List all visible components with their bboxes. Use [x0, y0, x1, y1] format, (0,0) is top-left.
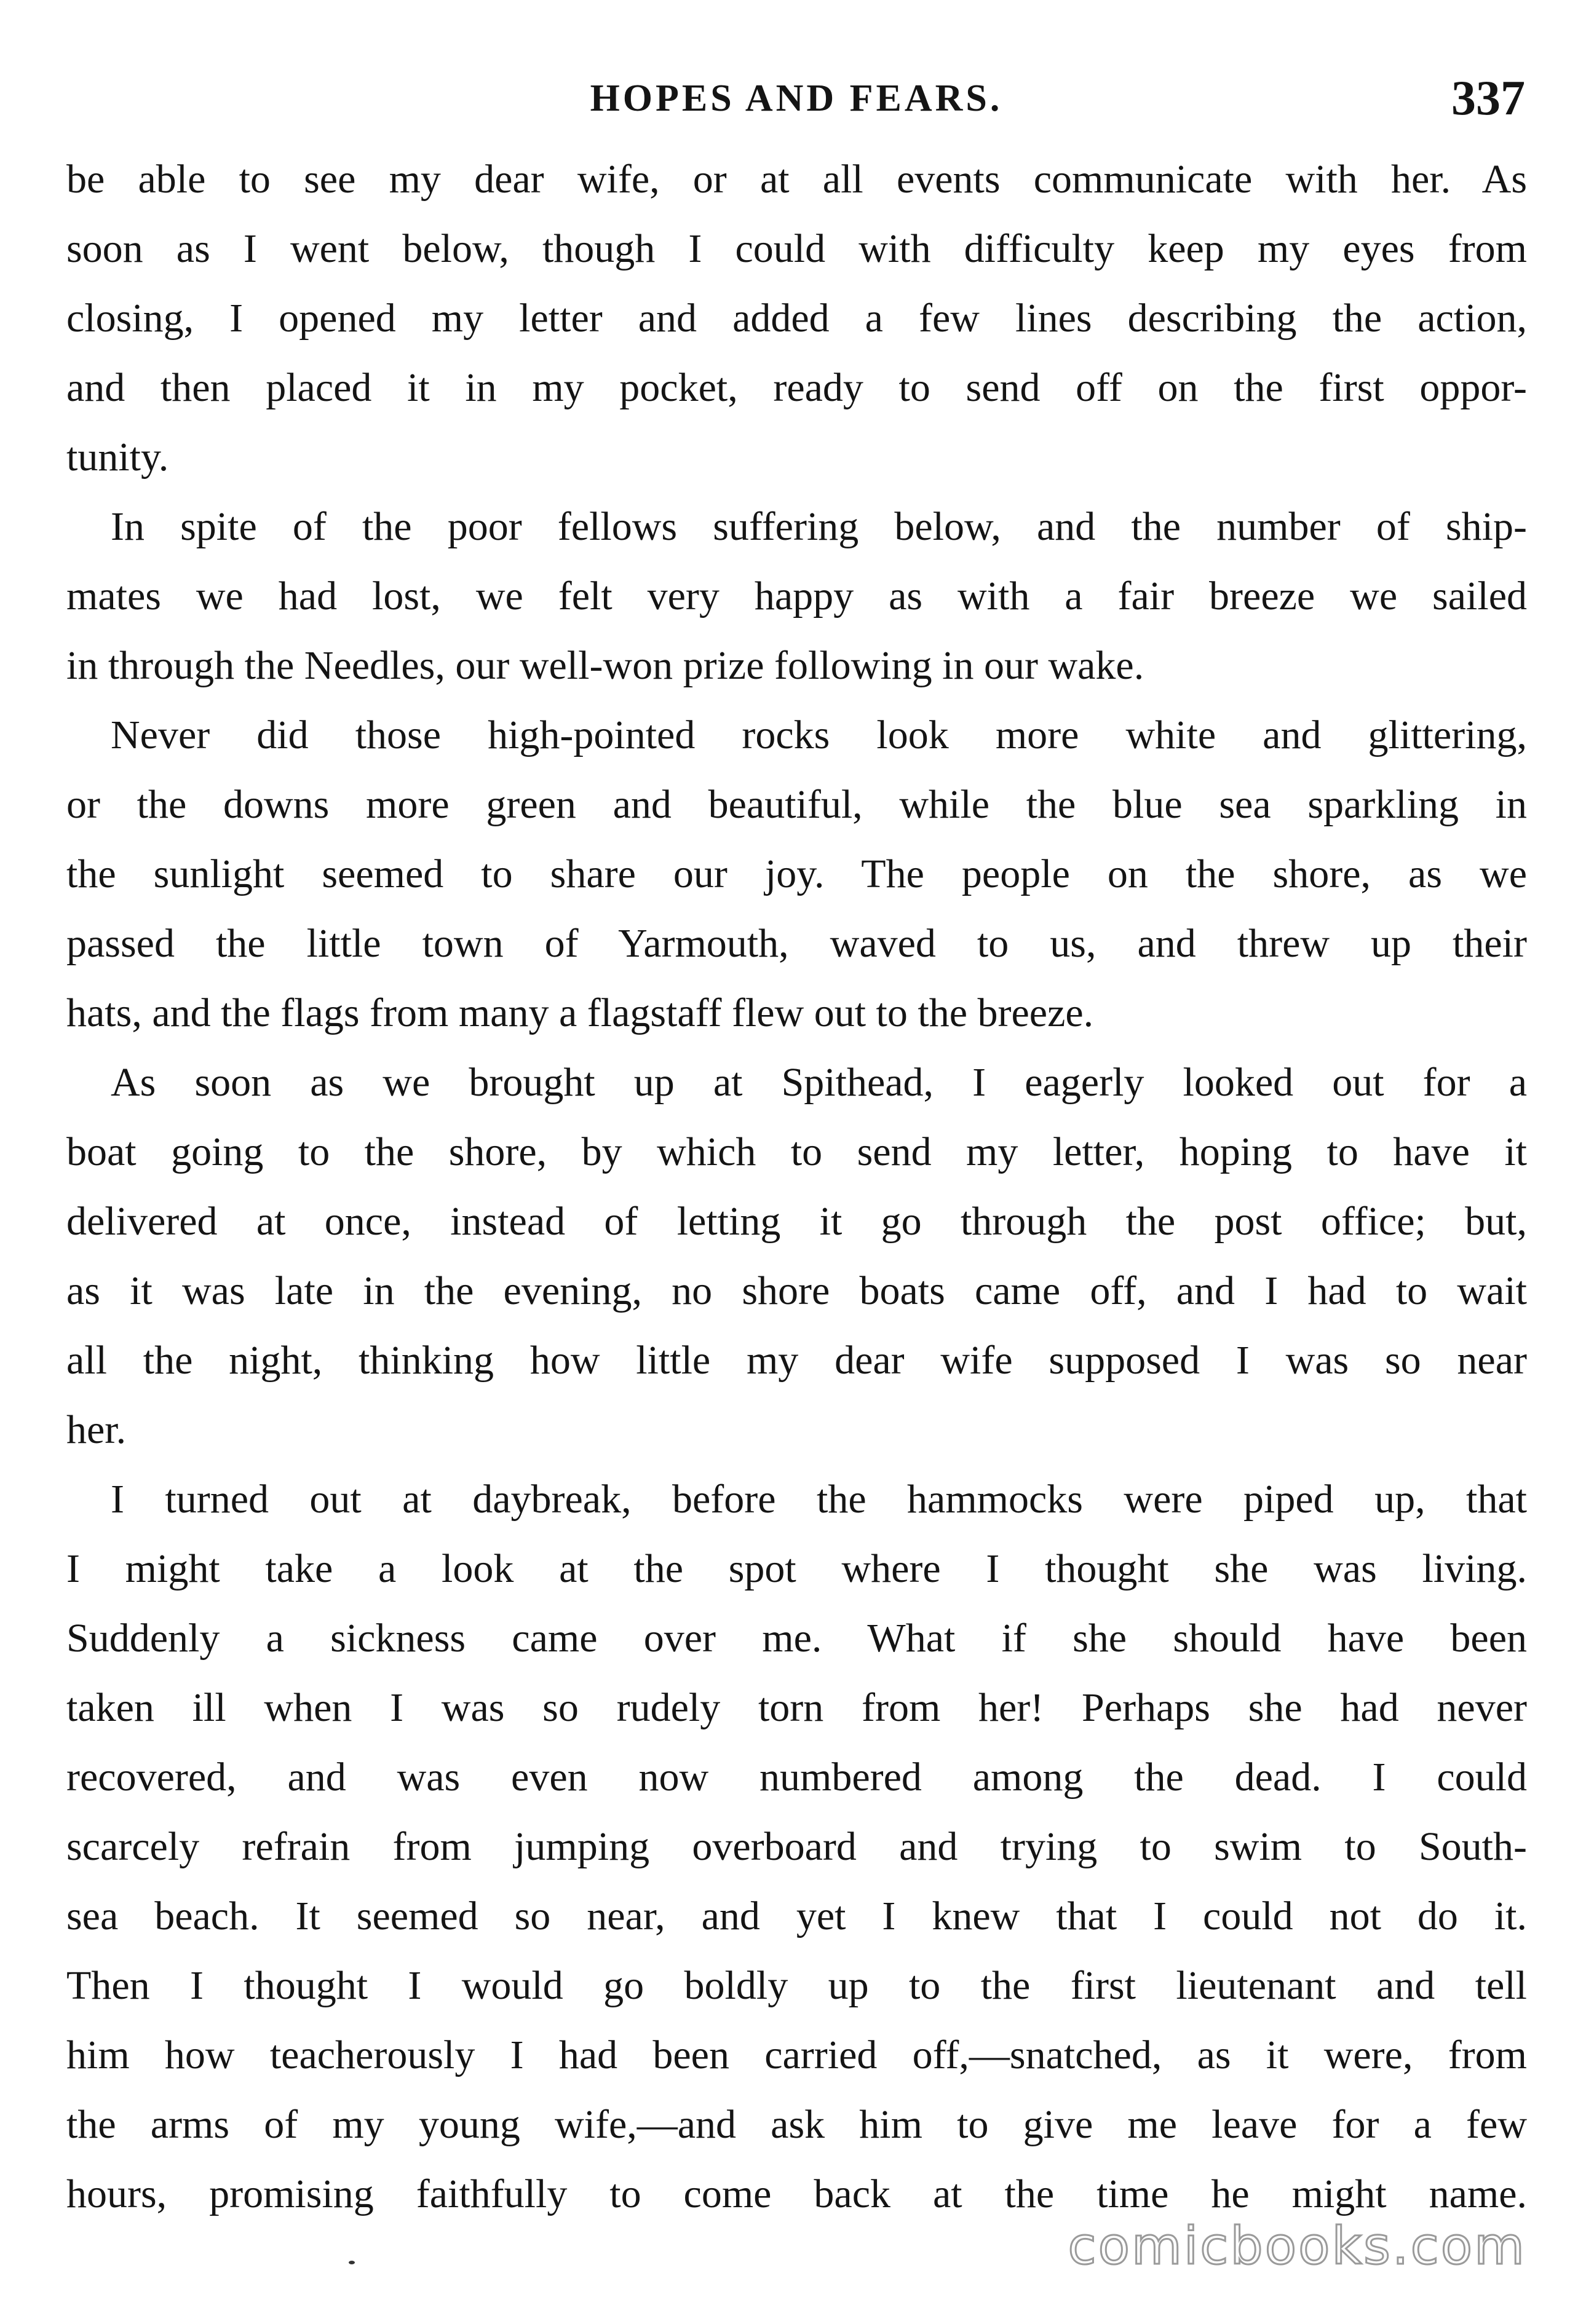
- text-line: Never did those high-pointed rocks look more white and glittering,: [111, 713, 1527, 757]
- text-line: her.: [66, 1407, 127, 1452]
- text-line: the sunlight seemed to share our joy. The people on the shore, as we: [66, 852, 1527, 896]
- text-line: as it was late in the evening, no shore boats came off, and I had to wait: [66, 1268, 1527, 1313]
- text-line: boat going to the shore, by which to send my letter, hoping to have it: [66, 1129, 1527, 1174]
- text-line: be able to see my dear wife, or at all events communicate with her. As: [66, 157, 1527, 202]
- text-line: I turned out at daybreak, before the hammocks were piped up, that: [111, 1477, 1527, 1522]
- paragraph: [66, 1464, 1527, 2229]
- page-number: 337: [1451, 71, 1525, 125]
- text-line: Then I thought I would go boldly up to the first lieutenant and tell: [66, 1963, 1527, 2008]
- text-line: sea beach. It seemed so near, and yet I knew that I could not do it.: [66, 1894, 1527, 1939]
- text-line: hats, and the flags from many a flagstaff flew out to the breeze.: [66, 990, 1094, 1035]
- text-line: recovered, and was even now numbered among the dead. I could: [66, 1755, 1527, 1800]
- text-line: or the downs more green and beautiful, while the blue sea sparkling in: [66, 782, 1527, 827]
- text-line: scarcely refrain from jumping overboard and trying to swim to South-: [66, 1824, 1527, 1869]
- ink-speck: [349, 2261, 355, 2264]
- text-line: taken ill when I was so rudely torn from her! Perhaps she had never: [66, 1685, 1527, 1730]
- text-line: mates we had lost, we felt very happy as with a fair breeze we sailed: [66, 574, 1527, 619]
- text-line: As soon as we brought up at Spithead, I eagerly looked out for a: [111, 1060, 1527, 1105]
- text-line: him how teacherously I had been carried off,—snatched, as it were, from: [66, 2033, 1527, 2077]
- text-line: In spite of the poor fellows suffering below, and the number of ship-: [111, 504, 1527, 549]
- text-line: all the night, thinking how little my dear wife supposed I was so near: [66, 1338, 1527, 1383]
- text-line: the arms of my young wife,—and ask him to give me leave for a few: [66, 2102, 1527, 2147]
- body-text: [66, 144, 1527, 2229]
- text-line: hours, promising faithfully to come back at the time he might name.: [66, 2172, 1527, 2216]
- running-head-title: HOPES AND FEARS.: [590, 77, 1003, 119]
- paragraph: [66, 492, 1527, 700]
- text-line: in through the Needles, our well-won prize following in our wake.: [66, 643, 1144, 688]
- text-line: I might take a look at the spot where I thought she was living.: [66, 1546, 1527, 1591]
- watermark: comicbooks.com: [1068, 2216, 1526, 2276]
- text-line: closing, I opened my letter and added a few lines describing the action,: [66, 296, 1527, 341]
- running-head: [68, 65, 1525, 132]
- paragraph: [66, 144, 1527, 492]
- paragraph: [66, 700, 1527, 1048]
- text-line: delivered at once, instead of letting it go through the post office; but,: [66, 1199, 1527, 1244]
- text-line: and then placed it in my pocket, ready to send off on the first oppor-: [66, 365, 1527, 410]
- paragraph: [66, 1048, 1527, 1464]
- text-line: soon as I went below, though I could with difficulty keep my eyes from: [66, 226, 1527, 271]
- text-line: tunity.: [66, 435, 169, 480]
- text-line: Suddenly a sickness came over me. What if she should have been: [66, 1616, 1527, 1661]
- text-line: passed the little town of Yarmouth, waved to us, and threw up their: [66, 921, 1527, 966]
